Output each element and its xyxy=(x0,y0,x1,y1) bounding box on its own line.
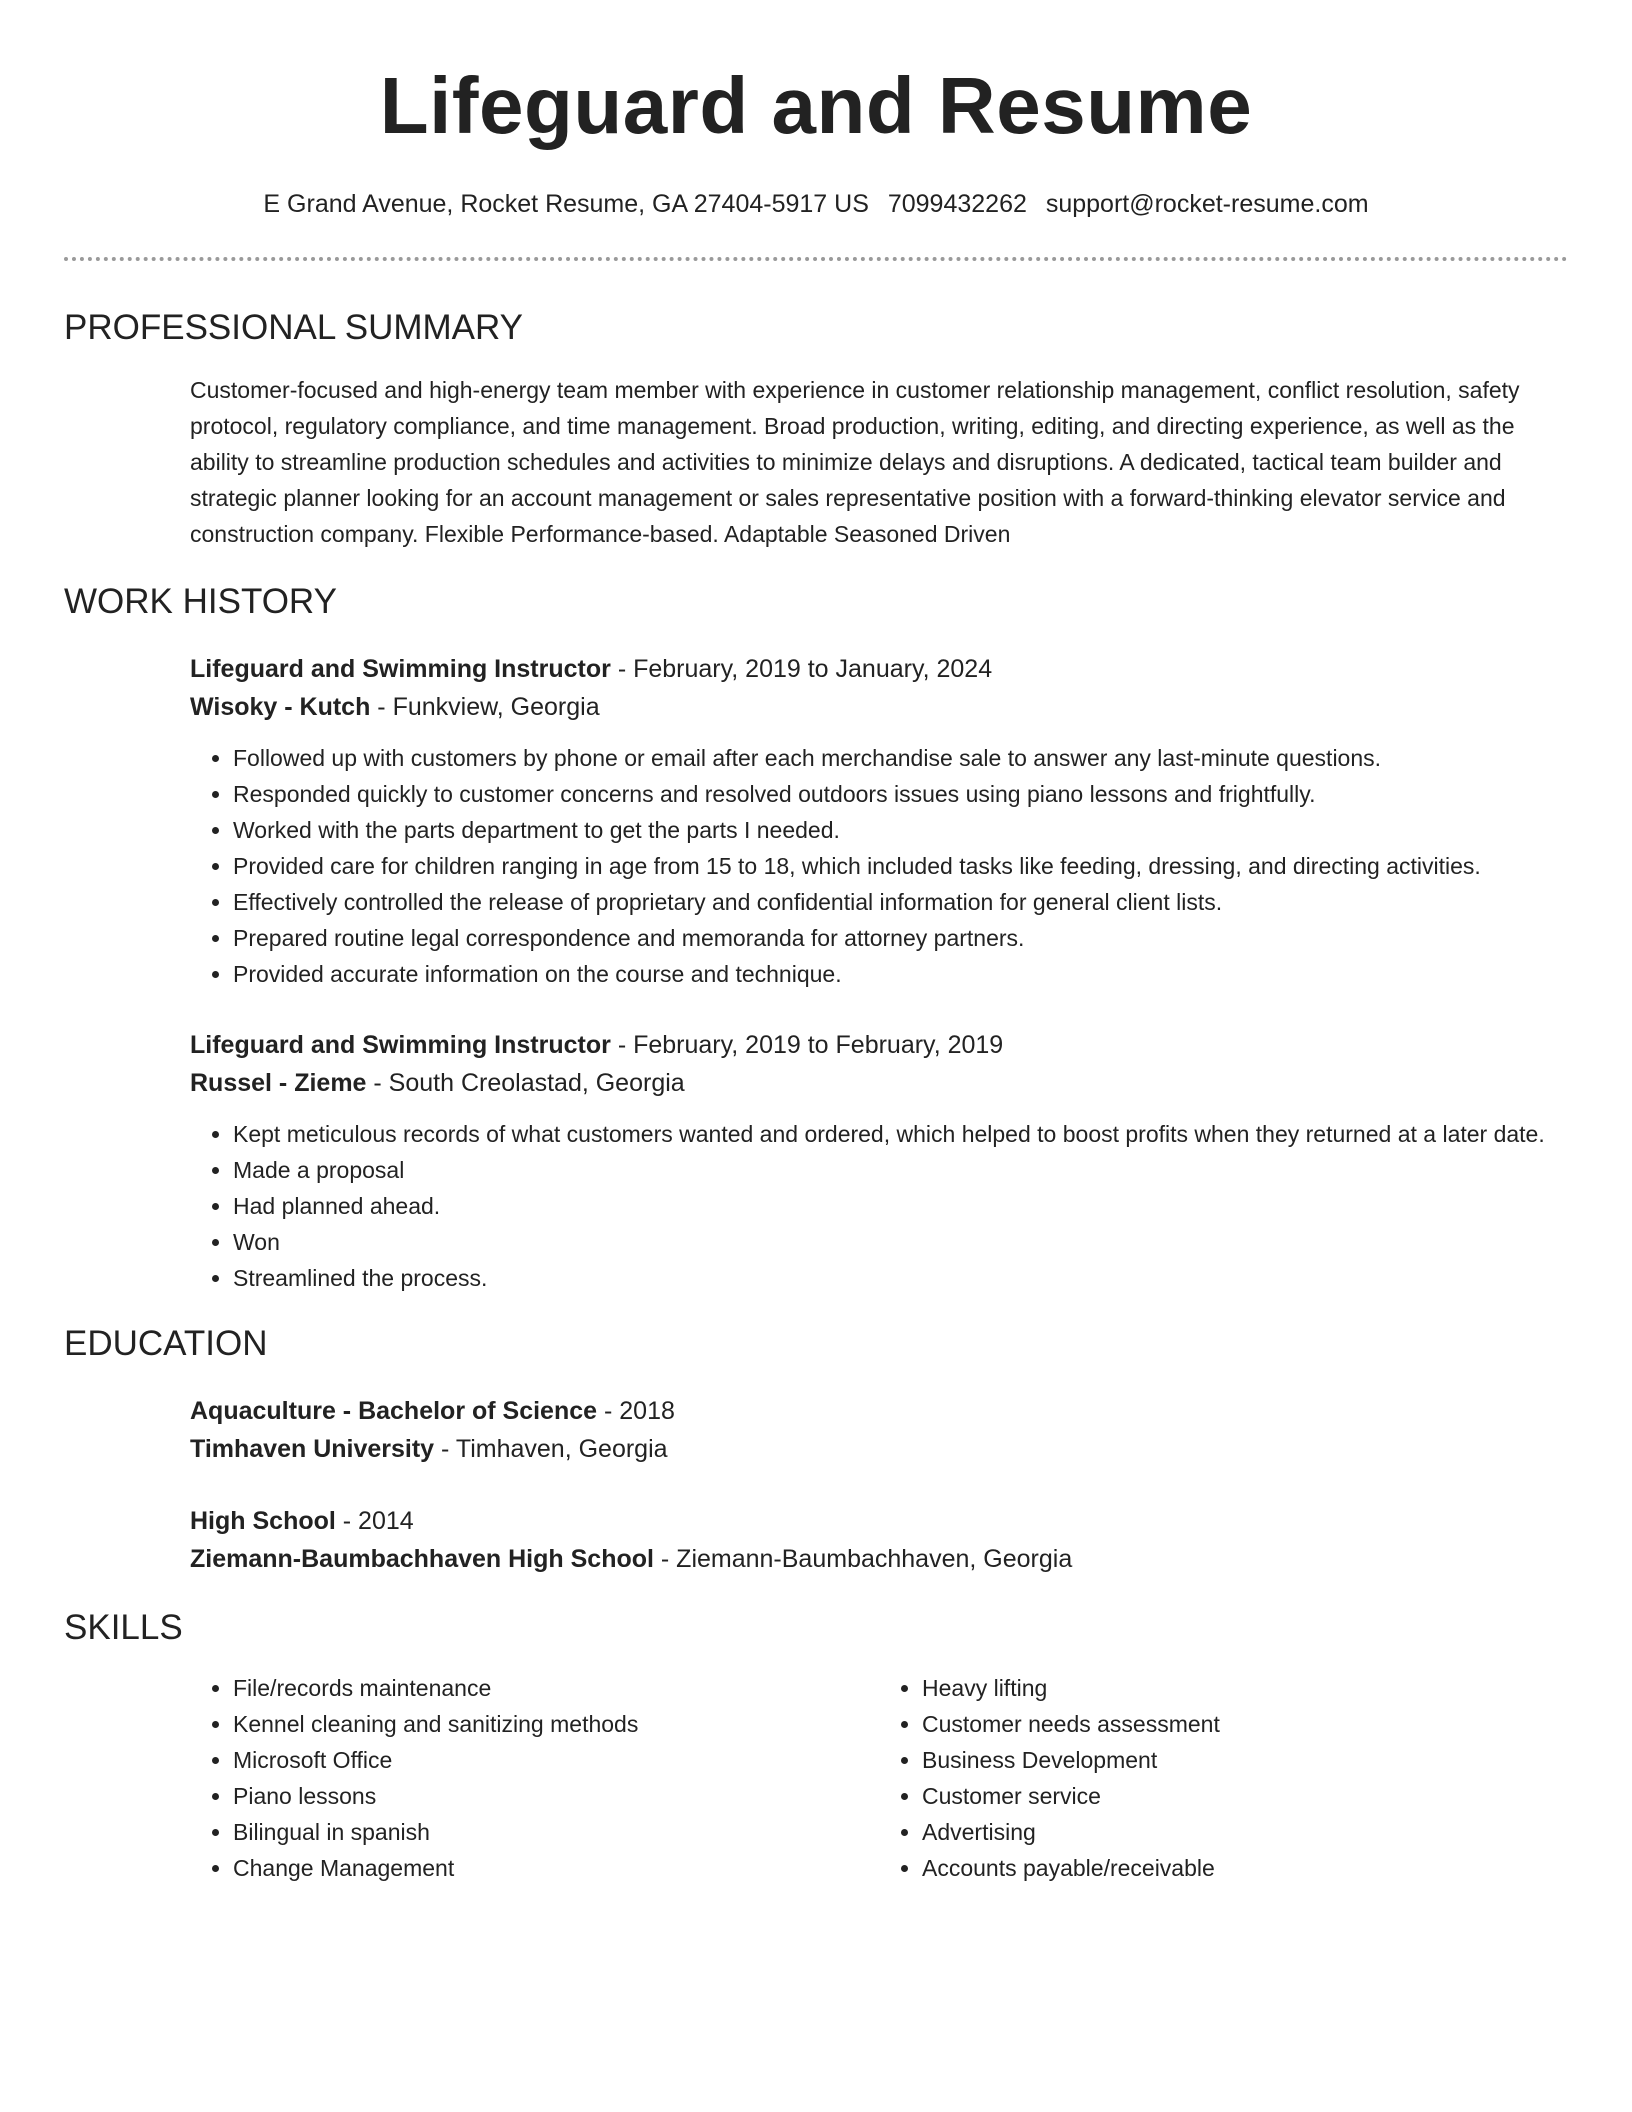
candidate-name: Lifeguard and Resume xyxy=(379,61,1253,150)
job-bullet: • Kept meticulous records of what customers wanted and ordered, which helped to boost profits when they returned at a later date. xyxy=(233,1116,1568,1152)
skills-section xyxy=(64,1606,1568,1886)
education-title: EDUCATION xyxy=(64,1324,268,1363)
job-location: - Funkview, Georgia xyxy=(370,693,600,721)
skill-item: • Piano lessons xyxy=(233,1778,879,1814)
job-bullet: • Won xyxy=(233,1224,1568,1260)
job-bullet: • Had planned ahead. xyxy=(233,1188,1568,1224)
job-dates: - February, 2019 to February, 2019 xyxy=(610,1031,1004,1059)
education-section xyxy=(64,1322,1568,1578)
job-company-line xyxy=(190,688,1568,726)
education-degree: Aquaculture - Bachelor of Science xyxy=(190,1397,598,1425)
job-role: Lifeguard and Swimming Instructor xyxy=(190,655,611,683)
contact-phone: 7099432262 xyxy=(887,190,1027,218)
contact-line xyxy=(64,188,1568,220)
education-school: Timhaven University xyxy=(190,1435,435,1463)
skills-grid xyxy=(190,1670,1568,1886)
job-bullets xyxy=(190,1116,1568,1296)
job-bullet: • Effectively controlled the release of proprietary and confidential information for general client lists. xyxy=(233,884,1568,920)
job-bullet: • Provided care for children ranging in age from 15 to 18, which included tasks like feeding, dressing, and directing activities. xyxy=(233,848,1568,884)
skill-item: • Customer needs assessment xyxy=(922,1706,1568,1742)
skills-column-right xyxy=(879,1670,1568,1886)
resume-header xyxy=(64,0,1568,261)
summary-section xyxy=(64,306,1568,552)
education-year: - 2014 xyxy=(335,1507,414,1535)
job-bullet: • Made a proposal xyxy=(233,1152,1568,1188)
skills-column-left xyxy=(190,1670,879,1886)
job-role: Lifeguard and Swimming Instructor xyxy=(190,1031,611,1059)
contact-email: support@rocket-resume.com xyxy=(1045,190,1369,218)
education-degree-line xyxy=(190,1392,1568,1430)
job-entry xyxy=(190,650,1568,992)
education-entry xyxy=(190,1502,1568,1578)
job-bullet: • Streamlined the process. xyxy=(233,1260,1568,1296)
skill-item: • Microsoft Office xyxy=(233,1742,879,1778)
education-year: - 2018 xyxy=(597,1397,675,1425)
job-company: Wisoky - Kutch xyxy=(190,693,371,721)
education-degree: High School xyxy=(190,1507,336,1535)
skill-item: • Business Development xyxy=(922,1742,1568,1778)
job-bullets xyxy=(190,740,1568,992)
job-entry xyxy=(190,1026,1568,1296)
education-location: - Ziemann-Baumbachhaven, Georgia xyxy=(653,1545,1073,1573)
skill-item: • Advertising xyxy=(922,1814,1568,1850)
summary-title: PROFESSIONAL SUMMARY xyxy=(64,308,523,347)
job-title-line xyxy=(190,1026,1568,1064)
skill-item: • Customer service xyxy=(922,1778,1568,1814)
summary-text: Customer-focused and high-energy team member with experience in customer relationship management, conflict resolution, safety protocol, regulatory compliance, and time management. Broad production, writing, editing, and directing experience, as well as the ability to streamline production schedules and activities to minimize delays and disruptions. A dedicated, tactical team builder and strategic planner looking for an account management or sales representative position with a forward-thinking elevator service and construction company. Flexible Performance-based. Adaptable Seasoned Driven xyxy=(190,377,1520,547)
skill-item: • Heavy lifting xyxy=(922,1670,1568,1706)
job-bullet: • Followed up with customers by phone or email after each merchandise sale to answer any last-minute questions. xyxy=(233,740,1568,776)
skills-title: SKILLS xyxy=(64,1608,183,1647)
work-history-title: WORK HISTORY xyxy=(64,582,337,621)
job-company: Russel - Zieme xyxy=(190,1069,367,1097)
job-dates: - February, 2019 to January, 2024 xyxy=(610,655,993,683)
job-title-line xyxy=(190,650,1568,688)
job-bullet: • Provided accurate information on the course and technique. xyxy=(233,956,1568,992)
skill-item: • Bilingual in spanish xyxy=(233,1814,879,1850)
education-school-line xyxy=(190,1430,1568,1468)
education-school: Ziemann-Baumbachhaven High School xyxy=(190,1545,654,1573)
skill-item: • Kennel cleaning and sanitizing methods xyxy=(233,1706,879,1742)
education-entry xyxy=(190,1392,1568,1468)
education-location: - Timhaven, Georgia xyxy=(434,1435,668,1463)
work-history-section xyxy=(64,580,1568,1296)
skill-item: • Accounts payable/receivable xyxy=(922,1850,1568,1886)
job-bullet: • Responded quickly to customer concerns and resolved outdoors issues using piano lessons and frightfully. xyxy=(233,776,1568,812)
header-divider xyxy=(64,257,1568,261)
job-location: - South Creolastad, Georgia xyxy=(366,1069,685,1097)
education-school-line xyxy=(190,1540,1568,1578)
contact-address: E Grand Avenue, Rocket Resume, GA 27404-5917 US xyxy=(263,190,869,218)
skill-item: • Change Management xyxy=(233,1850,879,1886)
job-bullet: • Prepared routine legal correspondence and memoranda for attorney partners. xyxy=(233,920,1568,956)
job-bullet: • Worked with the parts department to get the parts I needed. xyxy=(233,812,1568,848)
education-degree-line xyxy=(190,1502,1568,1540)
job-company-line xyxy=(190,1064,1568,1102)
skill-item: • File/records maintenance xyxy=(233,1670,879,1706)
